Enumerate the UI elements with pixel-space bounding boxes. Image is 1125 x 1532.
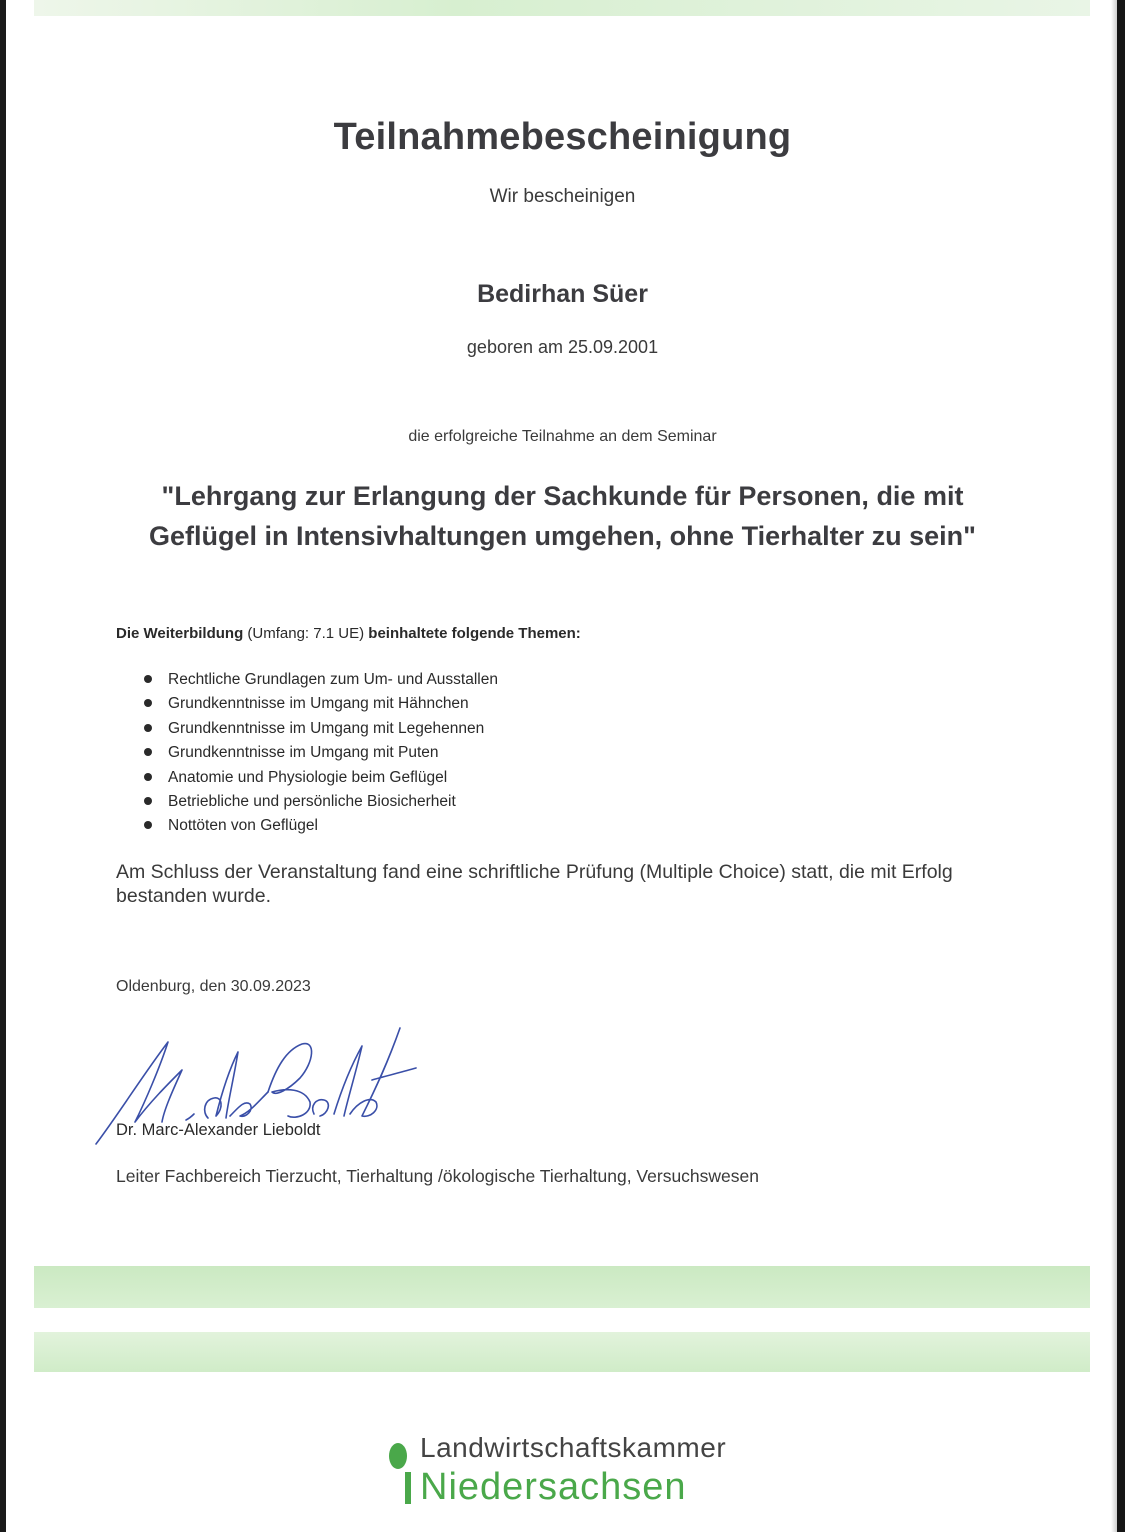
bullet-icon [144, 821, 152, 829]
scan-edge-right [1117, 0, 1125, 1532]
themes-intro-scope: (Umfang: 7.1 UE) [243, 625, 369, 642]
logo-line-2: Niedersachsen [420, 1466, 687, 1508]
theme-label: Anatomie und Physiologie beim Geflügel [168, 768, 448, 786]
green-stripe [34, 1266, 1090, 1308]
bullet-icon [144, 773, 152, 781]
bullet-icon [144, 699, 152, 707]
seminar-title-line-2: Geflügel in Intensivhaltungen umgehen, ohne Tierhalter zu sein" [149, 521, 976, 551]
themes-intro-bold-end: beinhaltete folgende Themen: [368, 625, 581, 642]
intro-text: Wir bescheinigen [489, 186, 636, 207]
scan-edge-left [0, 0, 6, 1532]
list-item [140, 814, 498, 838]
list-item [140, 790, 498, 814]
seminar-title [0, 476, 1125, 556]
participation-line: die erfolgreiche Teilnahme an dem Seminar [408, 428, 717, 445]
theme-label: Nottöten von Geflügel [168, 817, 318, 835]
theme-label: Grundkenntnisse im Umgang mit Hähnchen [168, 695, 469, 713]
logo-line-1: Landwirtschaftskammer [420, 1432, 727, 1463]
theme-label: Grundkenntnisse im Umgang mit Legehennen [168, 719, 485, 737]
signer-role: Leiter Fachbereich Tierzucht, Tierhaltung /ökologische Tierhaltung, Versuchswesen [116, 1166, 759, 1186]
document-title: Teilnahmebescheinigung [333, 116, 792, 158]
list-item [140, 668, 498, 692]
participant-name: Bedirhan Süer [477, 280, 648, 308]
bullet-icon [144, 675, 152, 683]
list-item [140, 766, 498, 790]
lwk-leaf-logo-icon [386, 1436, 420, 1506]
top-green-band [34, 0, 1090, 16]
themes-list [140, 668, 498, 839]
bullet-icon [144, 748, 152, 756]
bullet-icon [144, 797, 152, 805]
seminar-title-line-1: "Lehrgang zur Erlangung der Sachkunde für Personen, die mit [161, 481, 964, 511]
theme-label: Grundkenntnisse im Umgang mit Puten [168, 744, 439, 762]
theme-label: Rechtliche Grundlagen zum Um- und Ausstallen [168, 671, 498, 688]
birth-date-line: geboren am 25.09.2001 [466, 337, 659, 357]
green-stripe [34, 1332, 1090, 1372]
lwk-logo [386, 1430, 766, 1510]
list-item [140, 741, 498, 765]
exam-statement: Am Schluss der Veranstaltung fand eine schriftliche Prüfung (Multiple Choice) statt, die mit Erfolg bestanden wurde. [116, 861, 953, 907]
bullet-icon [144, 724, 152, 732]
themes-intro-bold-start: Die Weiterbildung [116, 625, 244, 642]
themes-intro [116, 625, 581, 642]
list-item [140, 717, 498, 741]
signer-name: Dr. Marc-Alexander Lieboldt [116, 1121, 321, 1139]
place-date: Oldenburg, den 30.09.2023 [116, 978, 311, 995]
list-item [140, 692, 498, 716]
theme-label: Betriebliche und persönliche Biosicherheit [168, 792, 456, 810]
